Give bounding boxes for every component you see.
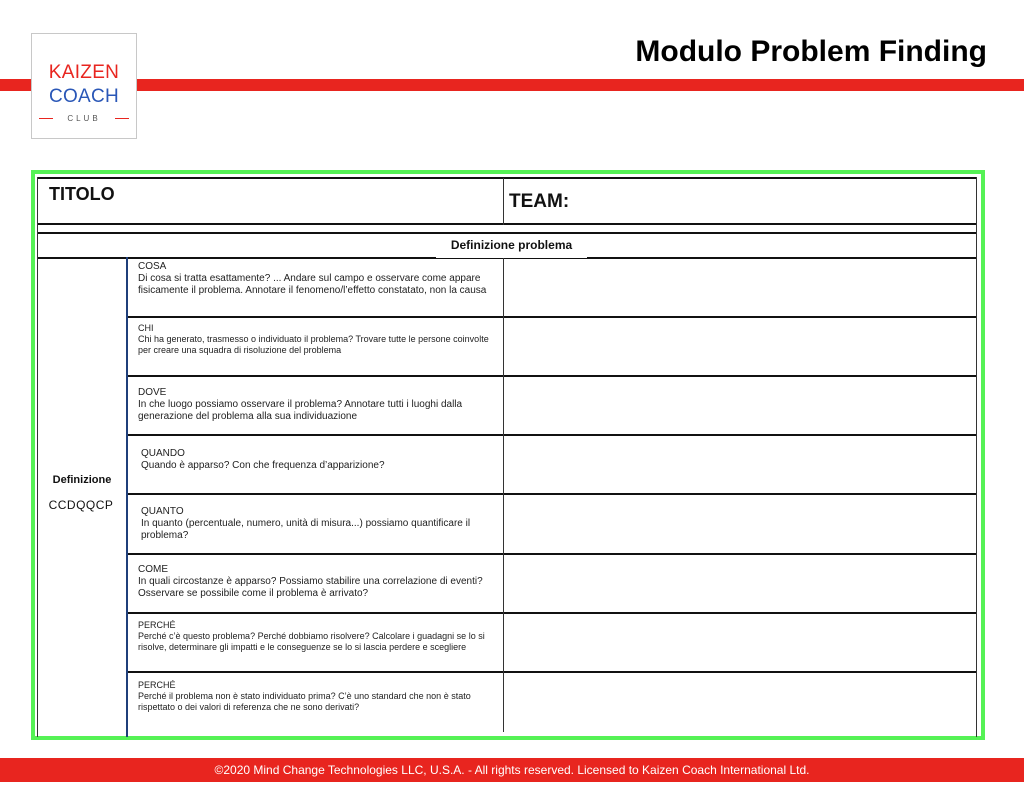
- table-row-divider: [127, 434, 977, 436]
- table-row-divider: [127, 375, 977, 377]
- logo-line-kaizen: KAIZEN: [48, 62, 120, 83]
- question-chi: [138, 323, 498, 356]
- question-text: In quali circostanze è apparso? Possiamo stabilire una correlazione di eventi? Osservare se possibile come il problema è arrivato?: [138, 576, 483, 599]
- table-rule-header: [37, 223, 977, 225]
- team-label: TEAM:: [509, 191, 570, 212]
- table-row-divider: [127, 553, 977, 555]
- question-text: Chi ha generato, trasmesso o individuato il problema? Trovare tutte le persone coinvolte per creare una squadra di risoluzione del problema: [138, 334, 489, 355]
- table-row-divider: [127, 493, 977, 495]
- question-perche-1: [138, 620, 498, 653]
- question-head: COSA: [138, 261, 167, 272]
- question-cosa: [138, 261, 498, 297]
- kaizen-coach-logo: [31, 33, 137, 139]
- table-border-right: [976, 177, 977, 737]
- definizione-label: Definizione: [52, 474, 112, 486]
- question-text: Di cosa si tratta esattamente? ... Andare sul campo e osservare come appare fisicamente il problema. Annotare il fenomeno/l’effetto constatato, non la causa: [138, 273, 487, 296]
- question-perche-2: [138, 680, 498, 713]
- question-head: PERCHÉ: [138, 680, 176, 690]
- table-row-divider: [127, 671, 977, 673]
- top-red-band: [0, 79, 1024, 91]
- table-row-divider: [127, 612, 977, 614]
- question-head: PERCHÉ: [138, 620, 176, 630]
- table-row-divider: [127, 316, 977, 318]
- logo-line-club: CLUB: [67, 114, 101, 123]
- question-head: QUANTO: [141, 506, 184, 517]
- question-dove: [138, 387, 498, 423]
- question-text: Perché c’è questo problema? Perché dobbiamo risolvere? Calcolare i guadagni se lo si risolve, determinare gli impatti e le conseguenze se lo si lascia perdere e scegliere: [138, 631, 485, 652]
- question-quanto: [141, 506, 471, 542]
- question-text: In che luogo possiamo osservare il problema? Annotare tutti i luoghi dalla generazione del problema alla sua individuazione: [138, 399, 463, 422]
- question-head: COME: [138, 564, 168, 575]
- table-rule-top: [37, 177, 977, 179]
- header-divider: [503, 178, 504, 225]
- question-text: Quando è apparso? Con che frequenza d’apparizione?: [141, 460, 385, 471]
- copyright-footer: ©2020 Mind Change Technologies LLC, U.S.A. - All rights reserved. Licensed to Kaizen Coach International Ltd.: [0, 758, 1024, 782]
- question-head: CHI: [138, 323, 154, 333]
- question-come: [138, 564, 498, 600]
- section-definizione-problema: Definizione problema: [436, 234, 587, 258]
- logo-line-coach: COACH: [48, 86, 120, 107]
- label-column-divider: [126, 257, 128, 737]
- page-title: Modulo Problem Finding: [635, 35, 987, 68]
- question-head: QUANDO: [141, 448, 185, 459]
- question-quando: [141, 448, 501, 472]
- question-text: In quanto (percentuale, numero, unità di misura...) possiamo quantificare il problema?: [141, 518, 471, 541]
- table-border-left: [37, 177, 38, 737]
- titolo-label: TITOLO: [49, 184, 115, 204]
- question-head: DOVE: [138, 387, 167, 398]
- answer-column-divider: [503, 257, 504, 732]
- question-text: Perché il problema non è stato individuato prima? C’è uno standard che non è stato rispettato o dei valori di referenza che ne sono derivati?: [138, 691, 471, 712]
- ccdqqcp-label: CCDQQCP: [48, 498, 114, 512]
- logo-rule-right: [115, 118, 129, 119]
